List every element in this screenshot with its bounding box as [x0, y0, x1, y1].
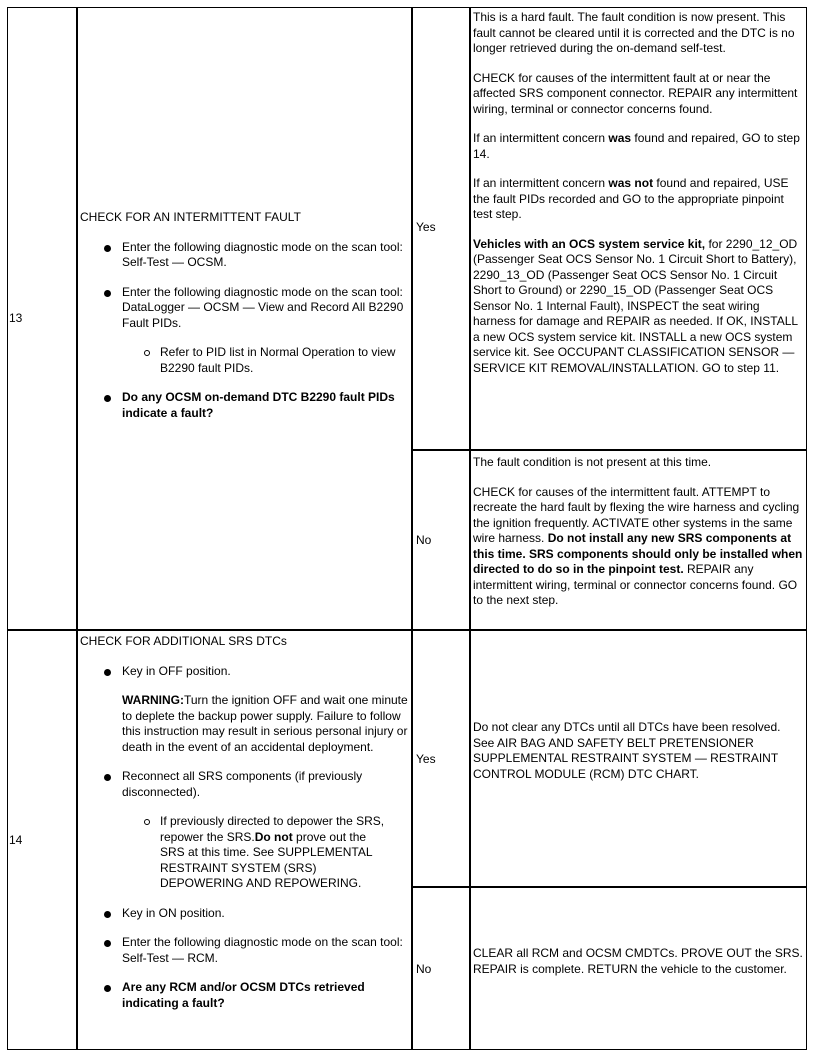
text-run: CHECK for causes of the intermittent fault. ATTEMPT to recreate the hard fault by flexing the wire harness and cycling the ignition frequently. ACTIVATE other systems in the same wire harness.	[473, 484, 800, 545]
column-divider	[469, 7, 471, 1050]
text-run: Vehicles with an OCS system service kit,	[473, 236, 706, 251]
text-run: prove out the SRS at this time. See SUPPLEMENTAL RESTRAINT SYSTEM (SRS) DEPOWERING AND REPOWERING.	[160, 829, 373, 890]
step-number: 13	[9, 311, 23, 325]
text-run: If an intermittent concern	[473, 176, 609, 190]
action-item: Key in ON position.	[80, 906, 408, 922]
text-run: If an intermittent concern	[473, 131, 609, 145]
action-item: Reconnect all SRS components (if previously disconnected).	[80, 769, 408, 800]
text-run: REPAIR any intermittent wiring, terminal or connector concerns found. GO to the next step.	[473, 562, 798, 607]
step-14-yes-result	[473, 720, 805, 796]
sub-action-item	[80, 814, 408, 892]
result-paragraph: The fault condition is not present at this time.	[473, 455, 712, 469]
column-divider	[76, 7, 78, 1050]
text-run: for 2290_12_OD (Passenger Seat OCS Sensor No. 1 Circuit Short to Battery), 2290_13_OD (Passenger Seat OCS Sensor No. 1 Circuit Short to Ground) or 2290_15_OD (Passenger Seat OCS Sensor No. 1 Internal Fault), INSPECT the seat wiring harness for damage and REPAIR as needed. If OK, INSTALL a new OCS system service kit. INSTALL a new OCS system service kit. See OCCUPANT CLASSIFICATION SENSOR — SERVICE KIT REMOVAL/INSTALLATION. GO to step 11.	[473, 236, 798, 375]
step-number: 14	[9, 833, 23, 847]
warning-note	[80, 693, 408, 755]
action-item: Enter the following diagnostic mode on the scan tool: DataLogger — OCSM — View and Record All B2290 Fault PIDs.	[80, 285, 408, 332]
step-14-actions	[80, 634, 408, 1025]
action-item: Key in OFF position.	[80, 664, 408, 680]
step-13-no-result	[473, 455, 805, 623]
result-paragraph	[473, 176, 805, 223]
action-item: Enter the following diagnostic mode on the scan tool: Self-Test — RCM.	[80, 935, 408, 966]
action-item: Enter the following diagnostic mode on the scan tool: Self-Test — OCSM.	[80, 240, 408, 271]
step-title: CHECK FOR ADDITIONAL SRS DTCs	[80, 634, 287, 648]
no-label: No	[416, 533, 432, 547]
result-paragraph	[473, 131, 805, 162]
text-run: If previously directed to depower the SRS, repower the SRS.	[160, 814, 385, 844]
result-paragraph: Do not clear any DTCs until all DTCs have been resolved. See AIR BAG AND SAFETY BELT PRETENSIONER SUPPLEMENTAL RESTRAINT SYSTEM — RESTRAINT CONTROL MODULE (RCM) DTC CHART.	[473, 720, 781, 781]
result-paragraph	[473, 485, 805, 609]
text-run: Do not install any new SRS components at this time. SRS components should only be installed when directed to do so in the pinpoint test.	[473, 531, 803, 576]
text-run: Do not	[254, 829, 293, 844]
column-divider	[411, 7, 413, 1050]
step-14-no-result	[473, 946, 805, 991]
result-divider	[411, 449, 807, 451]
warning-label: WARNING:	[122, 693, 184, 707]
step-13-actions	[80, 210, 408, 435]
row-divider	[7, 629, 807, 631]
text-run: found and repaired, GO to step 14.	[473, 131, 800, 161]
result-paragraph	[473, 237, 805, 377]
step-title: CHECK FOR AN INTERMITTENT FAULT	[80, 210, 301, 224]
yes-label: Yes	[416, 752, 436, 766]
text-run: found and repaired, USE the fault PIDs recorded and GO to the appropriate pinpoint test step.	[473, 176, 789, 221]
action-question: Do any OCSM on-demand DTC B2290 fault PIDs indicate a fault?	[80, 390, 408, 421]
result-paragraph: This is a hard fault. The fault condition is now present. This fault cannot be cleared until it is corrected and the DTC is no longer retrieved during the on-demand self-test.	[473, 10, 795, 55]
sub-action-item: Refer to PID list in Normal Operation to view B2290 fault PIDs.	[80, 345, 408, 376]
yes-label: Yes	[416, 220, 436, 234]
result-paragraph: CHECK for causes of the intermittent fault at or near the affected SRS component connector. REPAIR any intermittent wiring, terminal or connector concerns found.	[473, 70, 798, 116]
no-label: No	[416, 962, 432, 976]
text-run: was	[608, 131, 632, 145]
action-question: Are any RCM and/or OCSM DTCs retrieved indicating a fault?	[80, 980, 408, 1011]
result-paragraph: CLEAR all RCM and OCSM CMDTCs. PROVE OUT the SRS. REPAIR is complete. RETURN the vehicle to the customer.	[473, 946, 803, 976]
result-divider	[411, 886, 807, 888]
warning-text: Turn the ignition OFF and wait one minute to deplete the backup power supply. Failure to follow this instruction may result in serious personal injury or death in the event of an accidental deployment.	[122, 693, 408, 754]
step-13-yes-result	[473, 10, 805, 390]
text-run: was not	[608, 176, 654, 190]
